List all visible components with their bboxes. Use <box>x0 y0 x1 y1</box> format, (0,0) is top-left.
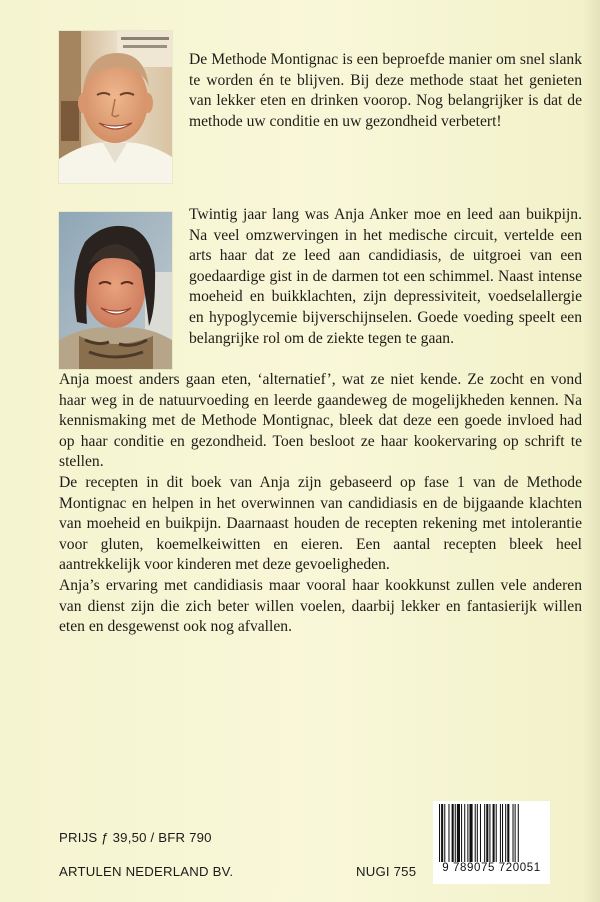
intro-paragraph: De Methode Montignac is een beproefde manier om snel slank te worden én te blijven. Bij deze methode staat het genieten van lekker eten en drinken voorop. Nog belangrijker is dat de methode uw conditie en uw gezondheid verbetert! <box>189 51 582 130</box>
author-bio-paragraph: Twintig jaar lang was Anja Anker moe en leed aan buikpijn. Na veel omzwervingen in het medische circuit, vertelde een arts haar dat ze leed aan candidiasis, de uitgroei van een goedaardige gist in de darmen tot een schimmel. Naast intense moeheid en buikklachten, zijn depressiviteit, voedselallergie en hypoglycemie bijverschijnselen. Goede voeding speelt een belangrijke rol om de ziekte tegen te gaan. <box>189 206 582 347</box>
nugi-code: NUGI 755 <box>356 864 417 879</box>
description-paragraph-3: Anja’s ervaring met candidiasis maar vooral haar kookkunst zullen vele anderen van dienst zijn die zich beter willen voelen, daarbij lekker en fantasierijk willen eten en desgewenst ook nog afvallen. <box>59 576 582 636</box>
publisher-label: ARTULEN NEDERLAND BV. <box>59 864 234 879</box>
author-photo-anker <box>59 212 172 369</box>
description-paragraph-1: Anja moest anders gaan eten, ‘alternatief’, wat ze niet kende. Ze zocht en vond haar weg in de natuurvoeding en leerde gaandeweg de mogelijkheden kennen. Na kennismaking met de Methode Montignac, bleek dat deze een goede invloed had op haar conditie en gezondheid. Toen besloot ze haar kookervaring op schrift te stellen. <box>59 371 582 471</box>
price-label: PRIJS ƒ 39,50 / BFR 790 <box>59 830 212 845</box>
description-text <box>59 370 582 638</box>
description-paragraph-2: De recepten in dit boek van Anja zijn gebaseerd op fase 1 van de Methode Montignac en helpen in het overwinnen van candidiasis en de bijgaande klachten van moeheid en buikpijn. Daarnaast houden de recepten rekening met intolerantie voor gluten, koemelkeiwitten en eieren. Een aantal recepten bleek heel aantrekkelijk voor kinderen met deze gevoeligheden. <box>59 473 582 574</box>
spine-shadow <box>582 0 600 902</box>
barcode-number: 9 789075 720051 <box>433 862 550 874</box>
author-photo-montignac <box>59 31 172 183</box>
